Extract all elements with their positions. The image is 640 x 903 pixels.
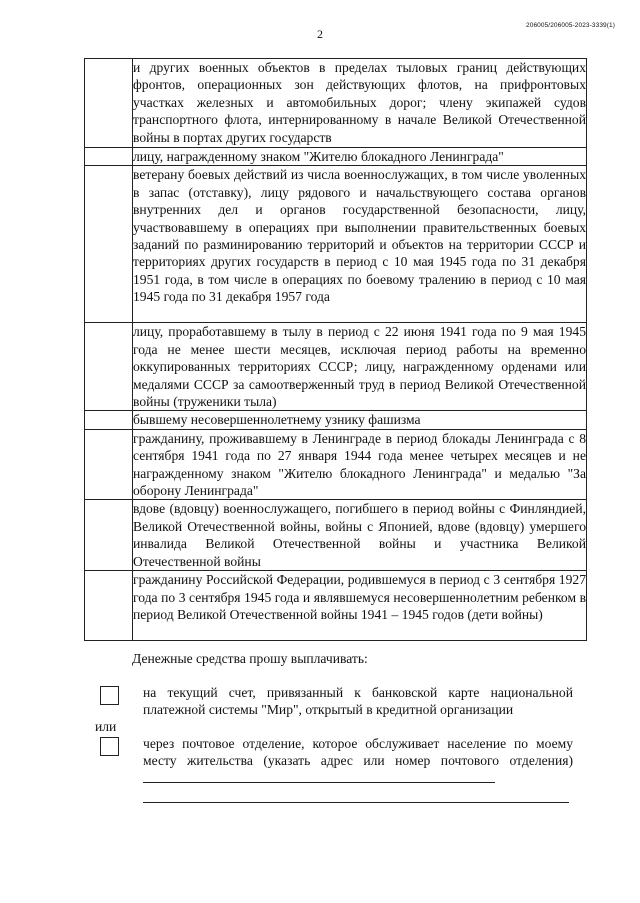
card-payment-checkbox[interactable] [100, 686, 119, 705]
table-row [85, 148, 587, 166]
post-payment-checkbox[interactable] [100, 737, 119, 756]
category-text: лицу, проработавшему в тылу в период с 22 июня 1941 года по 9 мая 1945 года не менее шести месяцев, исключая период работы на временно оккупированных территориях СССР; лицу, награжденному орденами или медалями СССР за самоотверженный труд в период Великой Отечественной войны (труженики тыла) [133, 324, 586, 410]
category-text: лицу, награжденному знаком "Жителю блокадного Ленинграда" [133, 148, 587, 166]
document-code: 206005/206005-2023-3339(1) [526, 22, 615, 29]
category-text: гражданину Российской Федерации, родившемуся в период с 3 сентября 1927 года по 3 сентября 1945 года и являвшемуся несовершеннолетним ребенком в период Великой Отечественной войны 1941 – 1945 годов (дети войны) [133, 571, 587, 641]
table-row [85, 429, 587, 500]
table-row [85, 500, 587, 571]
category-text: и других военных объектов в пределах тыловых границ действующих фронтов, операционных зон действующих флотов, на прифронтовых участках железных и автомобильных дорог; члену экипажей судов транспортного флота, интернированному в начале Великой Отечественной войны в портах других государств [133, 59, 587, 148]
row-number-cell [85, 571, 133, 641]
row-number-cell [85, 148, 133, 166]
row-number-cell [85, 411, 133, 429]
beneficiary-category-table [84, 58, 587, 641]
category-text: вдове (вдовцу) военнослужащего, погибшего в период войны с Финляндией, Великой Отечественной войны, войны с Японией, вдове (вдовцу) умершего инвалида Великой Отечественной войны и участника Великой Отечественной войны [133, 501, 586, 569]
post-payment-option-text [143, 735, 573, 787]
row-number-cell [85, 323, 133, 411]
row-number-cell [85, 500, 133, 571]
row-number-cell [85, 166, 133, 323]
or-label: или [95, 719, 117, 734]
address-input-line[interactable] [143, 770, 495, 783]
table-row [85, 411, 587, 429]
table-row [85, 166, 587, 323]
category-text: бывшему несовершеннолетнему узнику фашизма [133, 411, 587, 429]
row-number-cell [85, 429, 133, 500]
table-row [85, 59, 587, 148]
payment-method-title: Денежные средства прошу выплачивать: [132, 651, 368, 666]
row-number-cell [85, 59, 133, 148]
page-number: 2 [317, 27, 323, 41]
category-text: гражданину, проживавшему в Ленинграде в период блокады Ленинграда с 8 сентября 1941 года по 27 января 1944 года менее четырех месяцев и не награжденному знаком "Жителю блокадного Ленинграда" и медалью "За оборону Ленинграда" [133, 430, 586, 499]
address-input-line-2[interactable] [143, 802, 569, 803]
table-row [85, 571, 587, 641]
category-text: ветерану боевых действий из числа военнослужащих, в том числе уволенных в запас (отставку), лицу рядового и начальствующего состава органов внутренних дел и органов государственной безопасности, лицу, участвовавшему в операциях при выполнении правительственных боевых заданий по разминированию территорий и объектов на территории СССР и территориях других государств в период с 10 мая 1945 года по 31 декабря 1951 года, в том числе в операциях по боевому тралению в период с 10 мая 1945 года по 31 декабря 1957 года [133, 166, 587, 323]
post-payment-option-label: через почтовое отделение, которое обслуживает население по моему месту жительства (указать адрес или номер почтового отделения) [143, 736, 573, 769]
table-row [85, 323, 587, 411]
card-payment-option-text: на текущий счет, привязанный к банковской карте национальной платежной системы "Мир", открытый в кредитной организации [143, 685, 573, 718]
